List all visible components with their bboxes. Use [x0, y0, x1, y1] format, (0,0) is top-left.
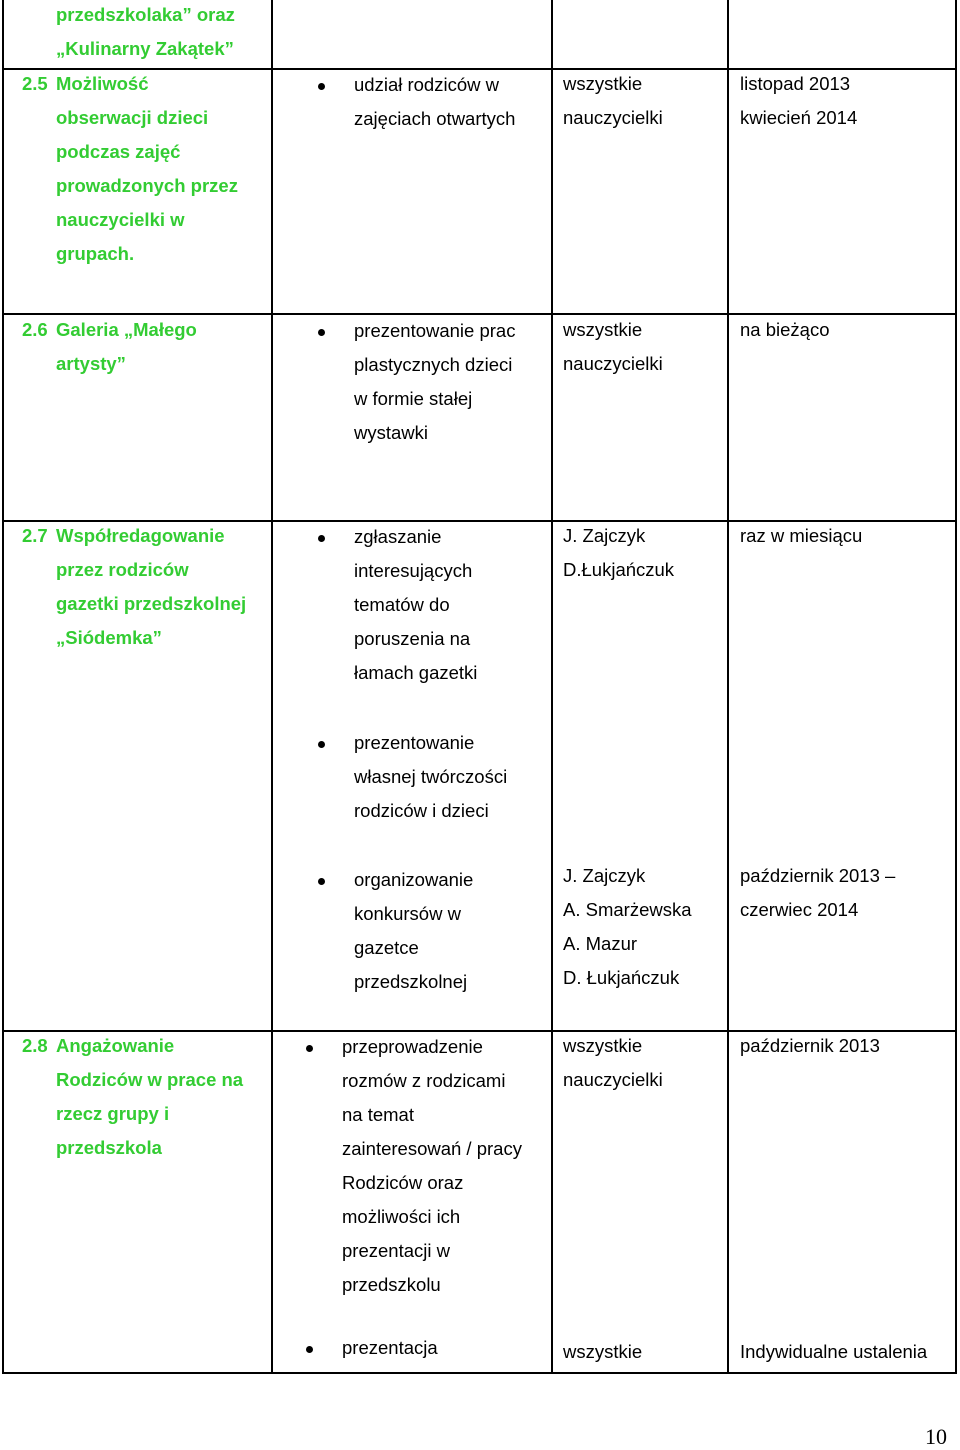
activity-line: poruszenia na [354, 628, 471, 649]
activity-line: przeprowadzenie [342, 1036, 483, 1057]
row-title-line: „Kulinarny Zakątek” [56, 38, 234, 59]
date-line: październik 2013 – [740, 865, 896, 886]
responsible-line: nauczycielki [563, 353, 663, 374]
activity-line: Rodziców oraz [342, 1172, 464, 1193]
table-right-border [955, 0, 957, 1374]
row-number: 2.5 [22, 73, 48, 94]
date-line: październik 2013 [740, 1035, 880, 1056]
bullet-icon [306, 1045, 313, 1052]
activity-line: łamach gazetki [354, 662, 478, 683]
row-title-line: podczas zajęć [56, 141, 181, 162]
row-title-line: grupach. [56, 243, 135, 264]
activity-line: plastycznych dzieci [354, 354, 513, 375]
activity-line: zainteresowań / pracy [342, 1138, 522, 1159]
responsible-line: A. Mazur [563, 933, 638, 954]
row-divider [2, 520, 957, 522]
responsible-line: wszystkie [563, 73, 643, 94]
responsible-line: J. Zajczyk [563, 865, 646, 886]
activity-line: przedszkolu [342, 1274, 441, 1295]
activity-line: możliwości ich [342, 1206, 461, 1227]
activity-line: własnej twórczości [354, 766, 508, 787]
row-title-line: rzecz grupy i [56, 1103, 170, 1124]
activity-line: na temat [342, 1104, 414, 1125]
row-title-line: nauczycielki w [56, 209, 185, 230]
row-title-line: Galeria „Małego [56, 319, 197, 340]
row-title-line: „Siódemka” [56, 627, 162, 648]
date-line: Indywidualne ustalenia [740, 1341, 928, 1362]
date-line: listopad 2013 [740, 73, 851, 94]
bullet-icon [306, 1346, 313, 1353]
row-title-line: prowadzonych przez [56, 175, 238, 196]
row-title-line: Rodziców w prace na [56, 1069, 244, 1090]
column-divider [727, 0, 729, 1374]
activity-line: tematów do [354, 594, 450, 615]
row-title-line: Współredagowanie [56, 525, 225, 546]
row-number: 2.8 [22, 1035, 48, 1056]
page-number: 10 [925, 1424, 947, 1449]
responsible-line: wszystkie [563, 319, 643, 340]
bullet-icon [318, 83, 325, 90]
activity-line: wystawki [354, 422, 429, 443]
row-title-line: obserwacji dzieci [56, 107, 209, 128]
row-title-line: przedszkola [56, 1137, 162, 1158]
responsible-line: J. Zajczyk [563, 525, 646, 546]
bullet-icon [318, 535, 325, 542]
row-number: 2.6 [22, 319, 48, 340]
date-line: czerwiec 2014 [740, 899, 859, 920]
bullet-icon [318, 329, 325, 336]
row-divider [2, 68, 957, 70]
activity-line: przedszkolnej [354, 971, 468, 992]
responsible-line: D. Łukjańczuk [563, 967, 680, 988]
row-title-line: gazetki przedszkolnej [56, 593, 247, 614]
table-left-border [2, 0, 4, 1374]
bullet-icon [318, 878, 325, 885]
row-divider [2, 1030, 957, 1032]
column-divider [271, 0, 273, 1374]
activity-line: interesujących [354, 560, 473, 581]
row-title-line: artysty” [56, 353, 126, 374]
date-line: kwiecień 2014 [740, 107, 858, 128]
row-title-line: Możliwość [56, 73, 149, 94]
activity-line: zajęciach otwartych [354, 108, 516, 129]
row-number: 2.7 [22, 525, 48, 546]
bullet-icon [318, 741, 325, 748]
responsible-line: nauczycielki [563, 107, 663, 128]
row-title-line: przez rodziców [56, 559, 189, 580]
activity-line: prezentacji w [342, 1240, 450, 1261]
activity-line: rozmów z rodzicami [342, 1070, 506, 1091]
responsible-line: nauczycielki [563, 1069, 663, 1090]
date-line: na bieżąco [740, 319, 830, 340]
activity-line: konkursów w [354, 903, 461, 924]
table-bottom-border [2, 1372, 957, 1374]
column-divider [551, 0, 553, 1374]
responsible-line: wszystkie [563, 1341, 643, 1362]
activity-line: organizowanie [354, 869, 474, 890]
activity-line: rodziców i dzieci [354, 800, 489, 821]
activity-line: prezentowanie [354, 732, 475, 753]
activity-line: prezentacja [342, 1337, 438, 1358]
responsible-line: wszystkie [563, 1035, 643, 1056]
responsible-line: D.Łukjańczuk [563, 559, 675, 580]
date-line: raz w miesiącu [740, 525, 863, 546]
activity-line: w formie stałej [354, 388, 473, 409]
responsible-line: A. Smarżewska [563, 899, 692, 920]
row-divider [2, 313, 957, 315]
row-title-line: Angażowanie [56, 1035, 175, 1056]
activity-line: udział rodziców w [354, 74, 499, 95]
activity-line: gazetce [354, 937, 419, 958]
activity-line: prezentowanie prac [354, 320, 516, 341]
row-title-line: przedszkolaka” oraz [56, 4, 235, 25]
activity-line: zgłaszanie [354, 526, 442, 547]
